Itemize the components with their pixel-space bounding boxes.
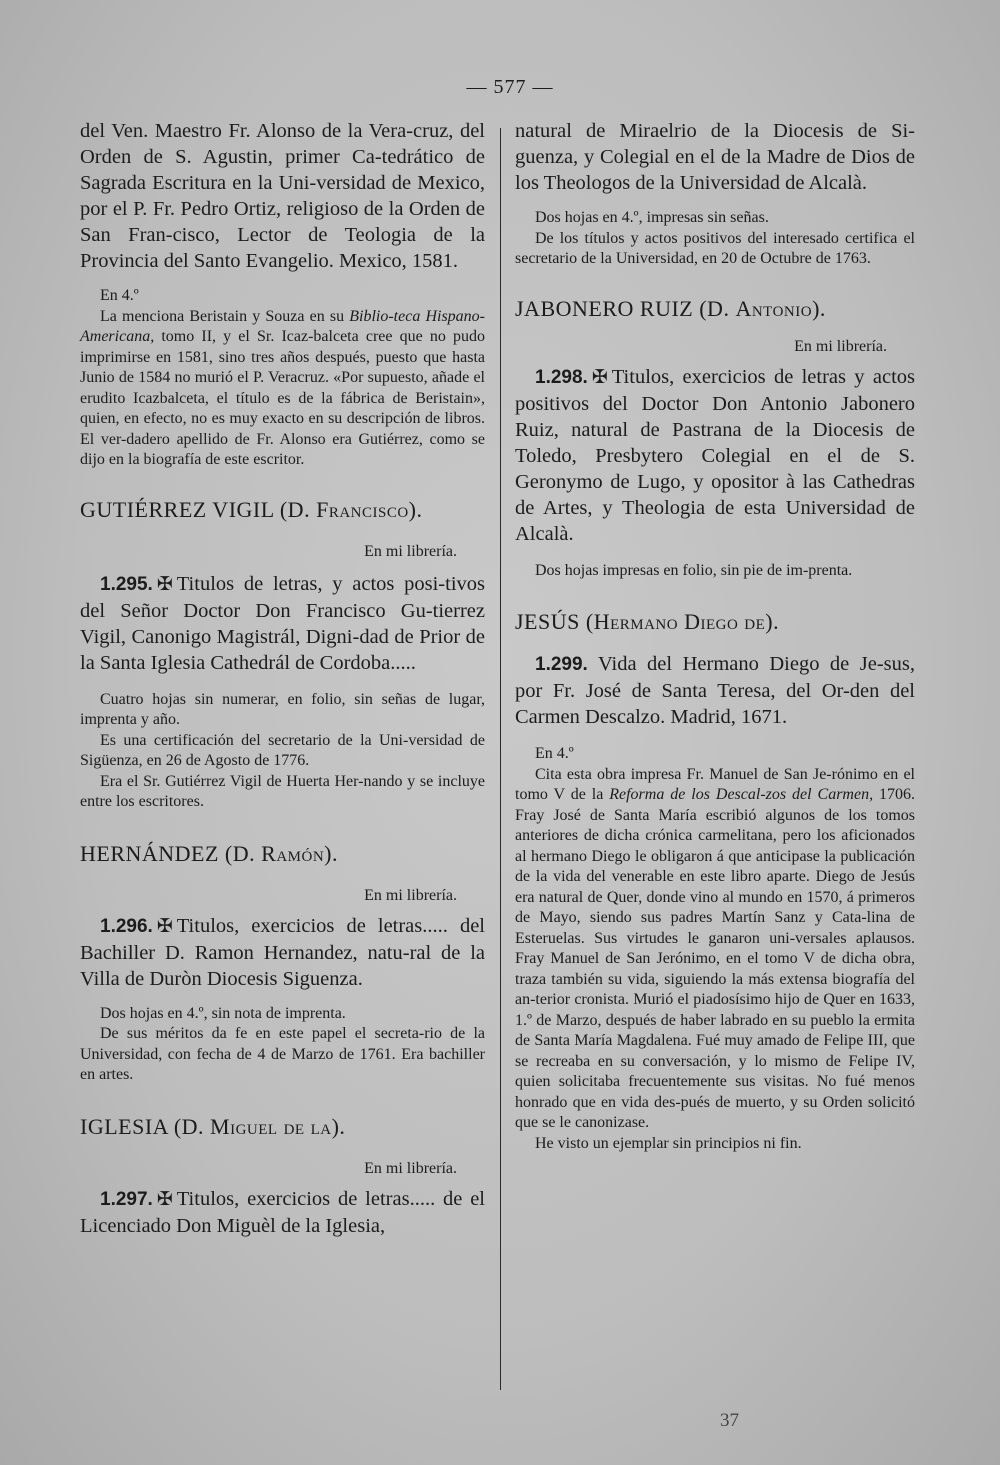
cross-patee-icon: ✠	[156, 915, 173, 937]
signature-mark: 37	[720, 1410, 739, 1431]
author-heading: JABONERO RUIZ (D. Antonio).	[515, 295, 826, 321]
format-note: En 4.º	[100, 287, 139, 304]
bibliographic-note: La menciona Beristain y Souza en su Biblio-teca Hispano-Americana, tomo II, y el Sr. Icaz-balceta cree que no pudo imprimirse en 1581, sino tres años después, puesto que hasta Junio de 1584 no murió el P. Veracruz. «Por supuesto, añade el erudito Icazbalceta, el título es de la fábrica de Beristain», quien, en efecto, no es muy exacto en su descripción de libros. El ver-dadero apellido de Fr. Alonso era Gutiérrez, como se dijo en la biografía de este escritor.	[80, 307, 486, 468]
author-heading: HERNÁNDEZ (D. Ramón).	[80, 840, 338, 866]
entry-number: 1.295.	[100, 573, 153, 595]
entry-note: Dos hojas en 4.º, impresas sin señas.	[535, 209, 769, 226]
cross-patee-icon: ✠	[156, 1188, 173, 1210]
entry-number: 1.297.	[100, 1188, 153, 1210]
page-number: — 577 —	[466, 76, 554, 98]
cross-patee-icon: ✠	[156, 573, 173, 595]
entry-note: Dos hojas impresas en folio, sin pie de im-prenta.	[535, 561, 853, 579]
location-note: En mi librería.	[364, 886, 457, 904]
continued-entry-text: del Ven. Maestro Fr. Alonso de la Vera-cruz, del Orden de S. Agustin, primer Ca-tedrático de Sagrada Escritura en la Uni-versidad de Mexico, por el P. Fr. Pedro Ortiz, religioso de la Orden de San Fran-cisco, Lector de Teologia de la Provincia del Santo Evangelio. Mexico, 1581.	[80, 120, 485, 272]
catalog-entry: 1.297. ✠ Titulos, exercicios de letras..... de el Licenciado Don Miguèl de la Iglesia,	[80, 1187, 485, 1237]
cross-patee-icon: ✠	[591, 366, 608, 388]
entry-note: Cita esta obra impresa Fr. Manuel de San Je-rónimo en el tomo V de la Reforma de los Descal-zos del Carmen, 1706. Fray José de Santa María escribió algunos de los tomos anteriores de dicha crónica carmelitana, pero los aficionados al hermano Diego le obligaron á que anticipase la publicación de la vida del venerable en este libro aparte. Diego de Jesús era natural de Quer, donde vino al mundo en 1570, á primeros de Mayo, siendo sus padres Martín Sanz y Cata-lina de Esteruelas. Sus virtudes le ganaron uni-versales aplausos. Fray Manuel de San Jerónimo, en el tomo V de dicha obra, traza también su vida, siguiendo la más extensa biografía del an-terior cronista. Murió el piadosísimo hijo de Quer en 1633, 1.º de Marzo, después de haber labrado en su pueblo la ermita de Santa María Magdalena. Fué muy amado de Felipe III, que se recreaba en su conversación, y lo mismo de Felipe IV, quien solicitaba frecuentemente sus visitas. No fué menos honrado que en vida des-pués de muerto, y su Orden solicitó que se le canonizase.	[515, 765, 916, 1131]
location-note: En mi librería.	[794, 337, 887, 355]
catalog-entry: 1.295. ✠ Titulos de letras, y actos posi-tivos del Señor Doctor Don Francisco Gu-tierrez Vigil, Canonigo Magistrál, Digni-dad de Prior de la Santa Iglesia Cathedrál de Cordoba.....	[80, 572, 485, 674]
location-note: En mi librería.	[364, 542, 457, 560]
left-column	[80, 118, 485, 1239]
author-heading: IGLESIA (D. Miguel de la).	[80, 1113, 346, 1139]
author-heading: JESÚS (Hermano Diego de).	[515, 609, 780, 634]
catalog-entry: 1.298. ✠ Titulos, exercicios de letras y actos positivos del Doctor Don Antonio Jabonero Ruiz, natural de Pastrana de la Diocesis de Toledo, Presbytero Colegial en el de S. Geronymo de Lugo, y opositor à las Cathedras de Artes, y Theologia de esta Universidad de Alcalà.	[515, 365, 915, 545]
catalog-entry: 1.296. ✠ Titulos, exercicios de letras..... del Bachiller D. Ramon Hernandez, natu-ral de la Villa de Duròn Diocesis Siguenza.	[80, 914, 485, 990]
entry-note: Es una certificación del secretario de la Uni-versidad de Sigüenza, en 26 de Agosto de 1776.	[80, 731, 485, 769]
entry-note: De sus méritos da fe en este papel el secreta-rio de la Universidad, con fecha de 4 de Marzo de 1761. Era bachiller en artes.	[80, 1025, 485, 1083]
location-note: En mi librería.	[364, 1159, 457, 1177]
entry-note: De los títulos y actos positivos del interesado certifica el secretario de la Universidad, en 20 de Octubre de 1763.	[515, 229, 915, 267]
italic-title: Reforma de los Descal-zos del Carmen,	[609, 786, 874, 803]
entry-note: Dos hojas en 4.º, sin nota de imprenta.	[100, 1004, 346, 1022]
entry-note: Era el Sr. Gutiérrez Vigil de Huerta Her-nando y se incluye entre los escritores.	[80, 772, 485, 810]
column-divider	[500, 128, 501, 1390]
right-column	[515, 118, 915, 1154]
entry-note: He visto un ejemplar sin principios ni fin.	[535, 1134, 802, 1152]
entry-number: 1.298.	[535, 366, 588, 388]
author-heading: GUTIÉRREZ VIGIL (D. Francisco).	[80, 496, 423, 522]
entry-number: 1.296.	[100, 915, 153, 937]
italic-title: Biblio-teca Hispano-Americana,	[80, 307, 486, 345]
format-note: En 4.º	[535, 745, 574, 762]
entry-note: Cuatro hojas sin numerar, en folio, sin señas de lugar, imprenta y año.	[80, 690, 485, 728]
catalog-entry: 1.299. Vida del Hermano Diego de Je-sus, por Fr. José de Santa Teresa, del Or-den del Carmen Descalzo. Madrid, 1671.	[515, 653, 915, 728]
continued-entry-text: natural de Miraelrio de la Diocesis de Si-guenza, y Colegial en el de la Madre de Dios de los Theologos de la Universidad de Alcalà.	[515, 120, 915, 194]
entry-number: 1.299.	[535, 654, 588, 675]
